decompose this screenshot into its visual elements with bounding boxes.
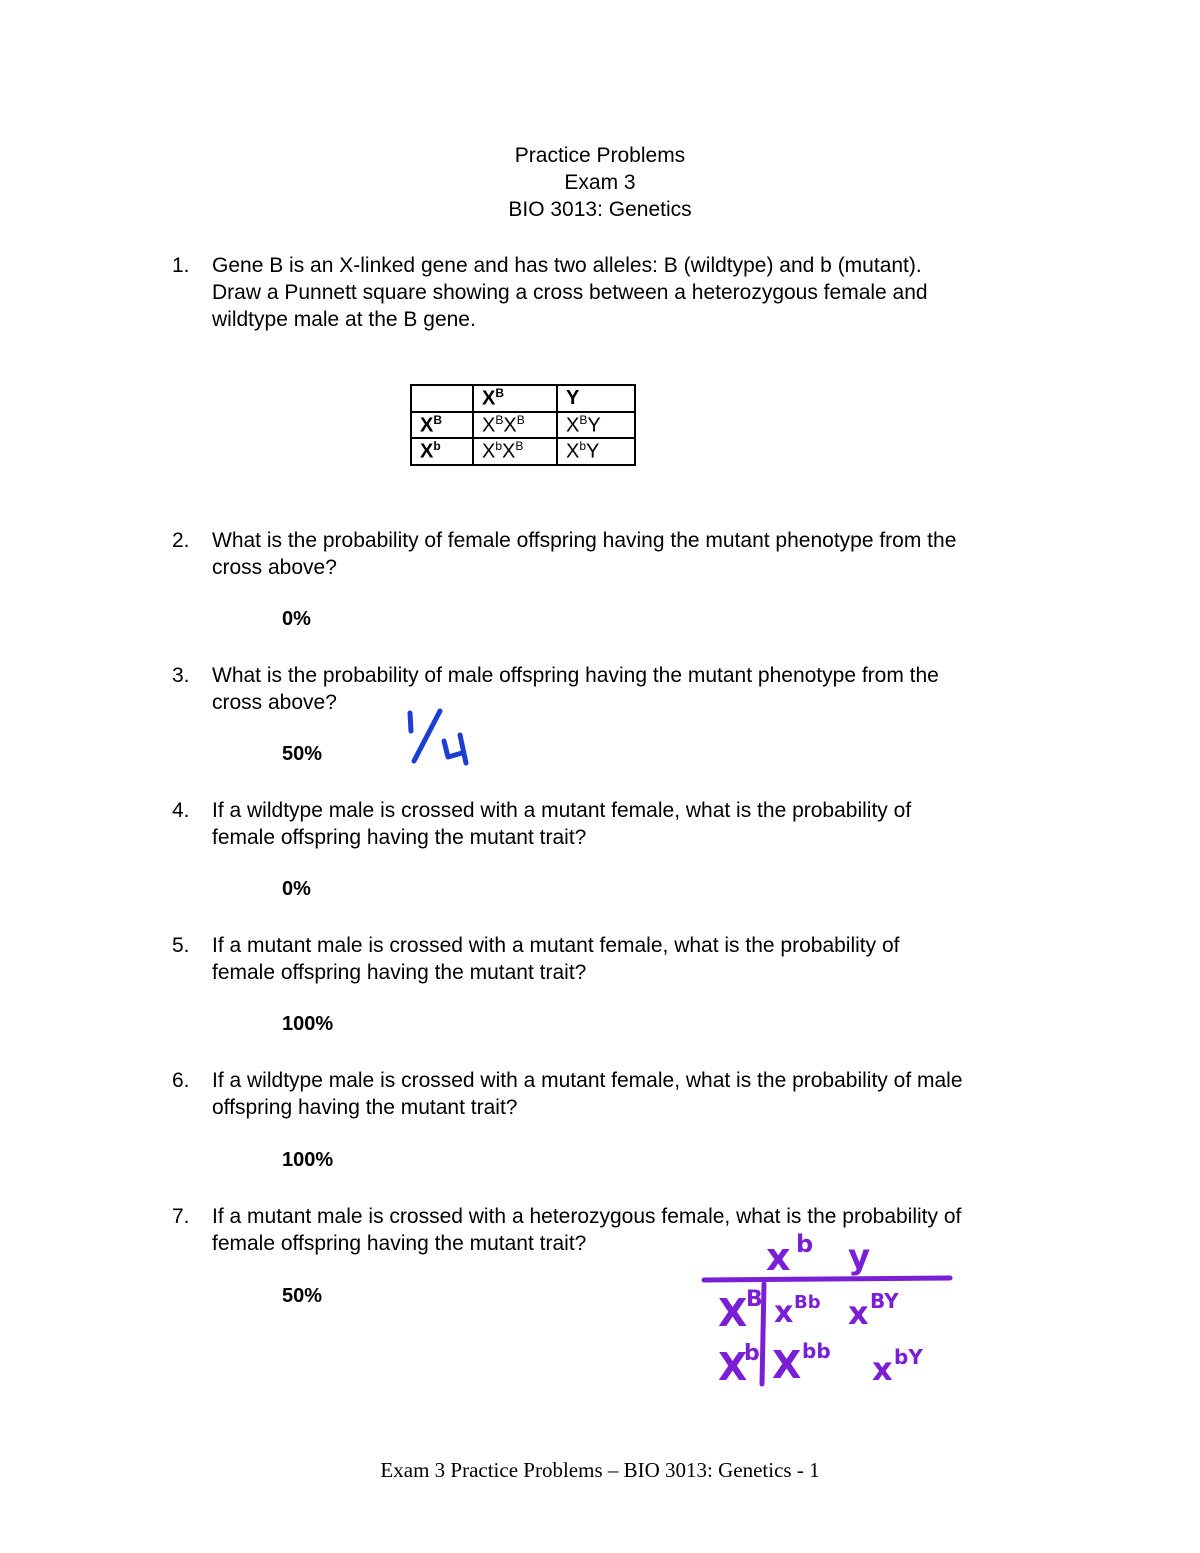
hw-row2-c1: X: [772, 1343, 802, 1387]
hw-row1-c1-sup: Bb: [794, 1292, 821, 1313]
answer-2: 0%: [282, 608, 311, 630]
header-course: BIO 3013: Genetics: [508, 198, 692, 221]
question-number: 5.: [172, 934, 190, 957]
question-text: If a mutant male is crossed with a mutant female, what is the probability of female offspring having the mutant trait?: [212, 934, 900, 984]
question-number: 7.: [172, 1205, 190, 1228]
punnett-cell: $X^BX^B$: [473, 412, 557, 439]
question-text: If a wildtype male is crossed with a mutant female, what is the probability of female offspring having the mutant trait?: [212, 799, 912, 849]
header-exam: Exam 3: [564, 171, 636, 194]
question-number: 6.: [172, 1069, 190, 1092]
hw-top-x: x: [766, 1235, 791, 1279]
answer-7: 50%: [282, 1285, 323, 1307]
hw-row2-c1-sup: bb: [802, 1339, 831, 1363]
page-footer: Exam 3 Practice Problems – BIO 3013: Genetics - 1: [380, 1458, 820, 1482]
hw-row1-x: X: [718, 1291, 748, 1335]
punnett-row-xb-lower: [411, 438, 635, 465]
answer-5: 100%: [282, 1013, 334, 1035]
hw-top-y: y: [848, 1237, 871, 1277]
punnett-header-row: [411, 385, 635, 412]
hw-row2-sup: b: [744, 1341, 760, 1366]
punnett-row-xb: [411, 412, 635, 439]
punnett-col-xb: $X^B$: [473, 385, 557, 412]
question-number: 2.: [172, 529, 190, 552]
hw-row1-c2: x: [848, 1294, 869, 1332]
punnett-cell: $X^BY$: [557, 412, 635, 439]
hw-row2-x: X: [718, 1345, 748, 1389]
question-number: 1.: [172, 254, 190, 277]
question-text: What is the probability of female offspring having the mutant phenotype from the cross above?: [212, 529, 957, 579]
punnett-square: [410, 384, 636, 466]
question-text: If a wildtype male is crossed with a mutant female, what is the probability of male offspring having the mutant trait?: [212, 1069, 963, 1119]
question-text: If a mutant male is crossed with a heterozygous female, what is the probability of female offspring having the mutant trait?: [212, 1205, 962, 1255]
punnett-col-y: Y: [557, 385, 635, 412]
document-header: [0, 142, 1200, 223]
question-text: Gene B is an X-linked gene and has two alleles: B (wildtype) and b (mutant). Draw a Punnett square showing a cross between a heterozygous female and wildtype male at the B gene.: [212, 254, 928, 331]
hw-row1-c2-sup: BY: [870, 1289, 899, 1313]
hw-top-x-sup: b: [796, 1230, 814, 1258]
answer-4: 0%: [282, 878, 311, 900]
hw-row2-c2: x: [872, 1350, 893, 1388]
answer-6: 100%: [282, 1149, 334, 1171]
punnett-row-label: $X^B$: [411, 412, 473, 439]
question-number: 3.: [172, 664, 190, 687]
hw-row2-c2-sup: bY: [894, 1345, 923, 1369]
punnett-cell: $X^bX^B$: [473, 438, 557, 465]
question-text: What is the probability of male offspring having the mutant phenotype from the cross above?: [212, 664, 939, 714]
hw-row1-c1: x: [774, 1295, 794, 1330]
punnett-corner-cell: [411, 385, 473, 412]
header-title: Practice Problems: [514, 144, 686, 167]
punnett-row-label: $X^b$: [411, 438, 473, 465]
hw-row1-sup: B: [746, 1287, 763, 1312]
handwritten-punnett-q7: [700, 1232, 960, 1392]
punnett-cell: $X^bY$: [557, 438, 635, 465]
answer-3: 50%: [282, 743, 323, 765]
question-number: 4.: [172, 799, 190, 822]
handwritten-note-q3: [400, 705, 480, 770]
